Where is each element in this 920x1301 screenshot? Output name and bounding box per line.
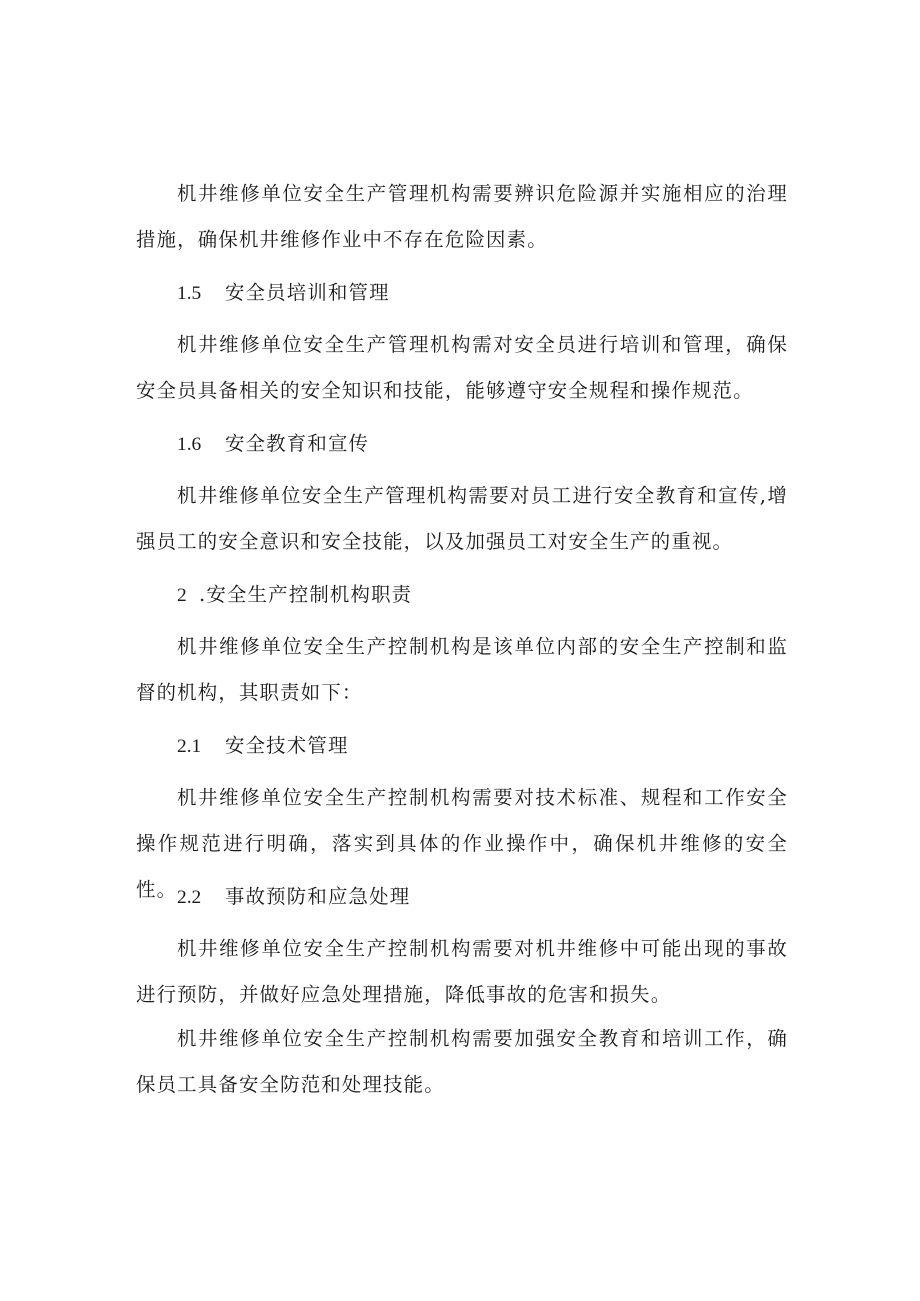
- paragraph-hazard-identification: 机井维修单位安全生产管理机构需要辨识危险源并实施相应的治理措施，确保机井维修作业中不存在危险因素。: [136, 182, 788, 251]
- section-heading-1-6: [136, 421, 829, 468]
- section-title: 安全员培训和管理: [225, 281, 390, 304]
- section-heading-2-1: [136, 723, 829, 770]
- section-number: 1.5: [177, 283, 202, 304]
- section-heading-2: [136, 572, 829, 619]
- section-number: 2.2: [177, 887, 202, 908]
- section-heading-1-5: [136, 270, 829, 317]
- paragraph-technical-management: 机井维修单位安全生产控制机构需要对技术标准、规程和工作安全操作规范进行明确，落实到具体的作业操作中，确保机井维修的安全性。: [136, 786, 788, 901]
- paragraph-control-agency-intro: 机井维修单位安全生产控制机构是该单位内部的安全生产控制和监督的机构，其职责如下：: [136, 635, 788, 704]
- paragraph-safety-education: 机井维修单位安全生产管理机构需要对员工进行安全教育和宣传,增强员工的安全意识和安全技能，以及加强员工对安全生产的重视。: [136, 484, 788, 553]
- section-title: 安全技术管理: [225, 734, 349, 757]
- section-title: .安全生产控制机构职责: [199, 583, 413, 606]
- section-title: 事故预防和应急处理: [225, 885, 411, 908]
- section-number: 1.6: [177, 434, 202, 455]
- paragraph-safety-officer-training: 机井维修单位安全生产管理机构需对安全员进行培训和管理，确保安全员具备相关的安全知识和技能，能够遵守安全规程和操作规范。: [136, 333, 788, 402]
- paragraph-accident-prevention: 机井维修单位安全生产控制机构需要对机井维修中可能出现的事故进行预防，并做好应急处理措施，降低事故的危害和损失。: [136, 937, 788, 1006]
- section-heading-2-2: [136, 874, 829, 921]
- paragraph-safety-training: 机井维修单位安全生产控制机构需要加强安全教育和培训工作，确保员工具备安全防范和处理技能。: [136, 1027, 788, 1096]
- section-number: 2.1: [177, 736, 202, 757]
- section-title: 安全教育和宣传: [225, 432, 370, 455]
- section-number: 2: [177, 585, 187, 606]
